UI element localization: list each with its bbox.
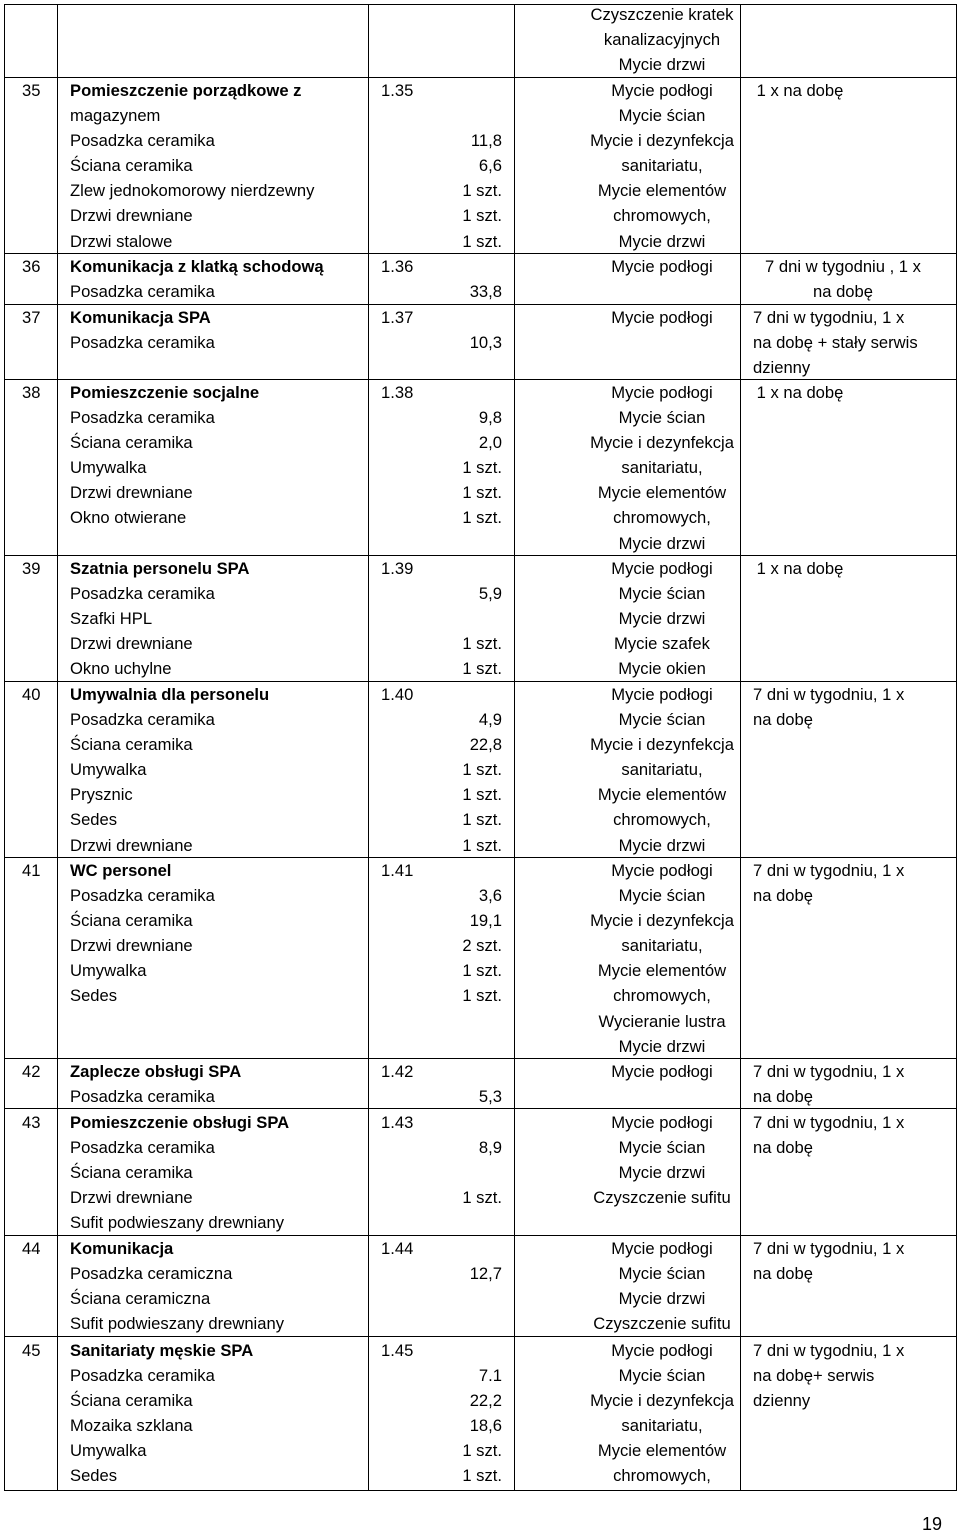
frequency-line: na dobę: [753, 710, 813, 730]
code-text: 1.41: [381, 861, 414, 880]
row-number-cell: [22, 858, 40, 883]
code-text: 1.38: [381, 383, 414, 402]
description-cell: [70, 380, 259, 531]
quantity-line: 33,8: [469, 282, 502, 302]
row-number-text: 45: [22, 1341, 41, 1360]
quantity-cell: [440, 1236, 502, 1286]
code-text: 1.36: [381, 257, 414, 276]
quantity-line: 22,2: [469, 1391, 502, 1411]
quantity-line: 5,3: [478, 1087, 502, 1107]
scope-line: Czyszczenie sufitu: [593, 1314, 731, 1334]
frequency-cell: [753, 1110, 953, 1160]
frequency-cell: [753, 1338, 953, 1413]
description-line: Posadzka ceramika: [70, 408, 215, 428]
frequency-line: 7 dni w tygodniu, 1 x: [753, 1239, 905, 1258]
scope-line: chromowych,: [613, 1466, 711, 1486]
scope-line: Mycie drzwi: [618, 609, 706, 629]
quantity-cell: [440, 305, 502, 355]
quantity-line: 1 szt.: [462, 1188, 502, 1208]
scope-line: sanitariatu,: [621, 1416, 703, 1436]
frequency-line: 1 x na dobę: [756, 559, 844, 578]
description-cell: [70, 1110, 289, 1235]
quantity-line: 1 szt.: [462, 835, 502, 855]
description-line: Posadzka ceramika: [70, 1366, 215, 1386]
quantity-line: 1 szt.: [462, 986, 502, 1006]
row-number-cell: [22, 1236, 40, 1261]
description-line: WC personel: [70, 861, 172, 880]
code-text: 1.44: [381, 1239, 414, 1258]
quantity-cell: [440, 1059, 502, 1109]
scope-line: Czyszczenie kratek: [590, 5, 734, 24]
quantity-line: 9,8: [478, 408, 502, 428]
quantity-line: 1 szt.: [462, 181, 502, 201]
frequency-line: dzienny: [753, 358, 811, 378]
frequency-cell: [753, 858, 953, 908]
scope-line: Mycie drzwi: [618, 231, 706, 251]
scope-line: Mycie i dezynfekcja: [590, 735, 734, 755]
description-line: Zlew jednokomorowy nierdzewny: [70, 181, 315, 201]
quantity-cell: [440, 78, 502, 254]
row-number-cell: [22, 1338, 40, 1363]
description-line: Umywalnia dla personelu: [70, 685, 270, 704]
frequency-cell: [753, 1059, 953, 1109]
quantity-line: 22,8: [469, 735, 502, 755]
description-cell: [70, 556, 250, 681]
description-cell: [70, 858, 215, 1009]
description-line: Posadzka ceramika: [70, 333, 215, 353]
description-line: Zaplecze obsługi SPA: [70, 1062, 242, 1081]
scope-line: kanalizacyjnych: [603, 30, 721, 50]
scope-line: Mycie ścian: [618, 584, 706, 604]
scope-line: sanitariatu,: [621, 760, 703, 780]
scope-line: Czyszczenie sufitu: [593, 1188, 731, 1208]
description-cell: [70, 1338, 253, 1489]
frequency-line: 7 dni w tygodniu, 1 x: [753, 1341, 905, 1360]
description-line: Drzwi drewniane: [70, 483, 193, 503]
frequency-cell: [753, 682, 953, 732]
frequency-line: na dobę: [813, 282, 873, 302]
frequency-line: 7 dni w tygodniu, 1 x: [753, 1062, 905, 1081]
description-line: Szatnia personelu SPA: [70, 559, 250, 578]
scope-line: Mycie drzwi: [618, 55, 706, 75]
description-line: Ściana ceramika: [70, 156, 193, 176]
code-cell: [381, 1110, 413, 1135]
quantity-line: 1 szt.: [462, 1466, 502, 1486]
frequency-line: na dobę: [753, 886, 813, 906]
description-line: Sufit podwieszany drewniany: [70, 1213, 284, 1233]
description-line: Umywalka: [70, 961, 147, 981]
quantity-line: 1 szt.: [462, 1441, 502, 1461]
scope-line: Mycie drzwi: [618, 533, 706, 553]
code-cell: [381, 858, 413, 883]
code-cell: [381, 78, 413, 103]
scope-line: Mycie podłogi: [611, 1062, 713, 1081]
row-number-text: 36: [22, 257, 41, 276]
scope-line: Mycie ścian: [618, 408, 706, 428]
scope-line: Mycie elementów: [597, 181, 727, 201]
quantity-line: 7.1: [478, 1366, 502, 1386]
scope-line: Mycie ścian: [618, 710, 706, 730]
description-line: Sedes: [70, 986, 118, 1006]
quantity-line: 1 szt.: [462, 206, 502, 226]
description-line: Posadzka ceramika: [70, 1087, 215, 1107]
table-column-divider: [514, 4, 515, 1490]
frequency-cell: [743, 254, 943, 304]
description-cell: [70, 254, 324, 304]
frequency-line: na dobę: [753, 1138, 813, 1158]
quantity-line: 11,8: [470, 131, 502, 151]
description-line: Drzwi stalowe: [70, 231, 173, 251]
quantity-line: [440, 1236, 502, 1261]
description-line: Pomieszczenie socjalne: [70, 383, 260, 402]
scope-cell: [530, 380, 794, 556]
frequency-line: 7 dni w tygodniu, 1 x: [753, 685, 905, 704]
quantity-cell: [440, 1338, 502, 1489]
row-number-text: 44: [22, 1239, 41, 1258]
scope-line: Mycie elementów: [597, 483, 727, 503]
row-number-text: 40: [22, 685, 41, 704]
quantity-line: 1 szt.: [462, 231, 502, 251]
description-line: Ściana ceramika: [70, 735, 193, 755]
code-cell: [381, 1338, 413, 1363]
description-line: Sedes: [70, 810, 118, 830]
description-line: Ściana ceramika: [70, 433, 193, 453]
scope-line: sanitariatu,: [621, 156, 703, 176]
quantity-line: [440, 78, 502, 103]
scope-line: Mycie drzwi: [618, 1036, 706, 1056]
quantity-cell: [440, 858, 502, 1009]
scope-line: Mycie i dezynfekcja: [590, 433, 734, 453]
row-number-text: 39: [22, 559, 41, 578]
description-line: Posadzka ceramika: [70, 131, 215, 151]
description-line: Szafki HPL: [70, 609, 153, 629]
description-line: Pomieszczenie obsługi SPA: [70, 1113, 290, 1132]
quantity-line: 12,7: [469, 1264, 502, 1284]
description-line: Okno uchylne: [70, 659, 172, 679]
code-cell: [381, 682, 413, 707]
code-cell: [381, 1236, 413, 1261]
description-line: Posadzka ceramika: [70, 282, 215, 302]
quantity-line: 18,6: [469, 1416, 502, 1436]
description-line: Posadzka ceramika: [70, 584, 215, 604]
scope-line: Mycie szafek: [614, 634, 710, 654]
table-column-divider: [57, 4, 58, 1490]
table-column-divider: [368, 4, 369, 1490]
scope-line: Mycie ścian: [618, 1138, 706, 1158]
frequency-line: na dobę + stały serwis: [753, 333, 918, 353]
quantity-line: [440, 254, 502, 279]
scope-line: Mycie elementów: [597, 1441, 727, 1461]
scope-line: Mycie elementów: [597, 961, 727, 981]
quantity-cell: [440, 556, 502, 681]
quantity-cell: [440, 1110, 502, 1210]
quantity-line: 1 szt.: [462, 810, 502, 830]
scope-line: Mycie okien: [618, 659, 706, 679]
scope-line: Mycie podłogi: [611, 1341, 713, 1360]
quantity-cell: [440, 380, 502, 531]
quantity-line: [440, 1110, 502, 1135]
description-line: Komunikacja SPA: [70, 308, 211, 327]
scope-line: sanitariatu,: [621, 936, 703, 956]
description-line: Mozaika szklana: [70, 1416, 193, 1436]
scope-line: Mycie podłogi: [611, 861, 713, 880]
description-line: Umywalka: [70, 458, 147, 478]
row-number-text: 38: [22, 383, 41, 402]
quantity-line: 8,9: [478, 1138, 502, 1158]
quantity-line: 6,6: [478, 156, 502, 176]
quantity-line: [440, 380, 502, 405]
frequency-cell: [753, 1236, 953, 1286]
scope-line: chromowych,: [613, 206, 711, 226]
description-line: Posadzka ceramiczna: [70, 1264, 233, 1284]
description-line: Ściana ceramika: [70, 1391, 193, 1411]
scope-line: Mycie podłogi: [611, 383, 713, 402]
scope-line: Mycie drzwi: [618, 835, 706, 855]
quantity-line: 1 szt.: [462, 659, 502, 679]
scope-cell: [530, 78, 794, 254]
quantity-line: 4,9: [478, 710, 502, 730]
frequency-line: na dobę: [753, 1087, 813, 1107]
code-text: 1.39: [381, 559, 414, 578]
description-line: Pomieszczenie porządkowe z: [70, 81, 302, 100]
table-row-divider: [4, 4, 957, 5]
code-text: 1.35: [381, 81, 414, 100]
quantity-line: [440, 1160, 502, 1185]
description-line: Ściana ceramiczna: [70, 1289, 211, 1309]
frequency-cell: [700, 380, 900, 405]
description-line: Posadzka ceramika: [70, 710, 215, 730]
code-text: 1.43: [381, 1113, 414, 1132]
row-number-text: 41: [22, 861, 41, 880]
quantity-line: 3,6: [478, 886, 502, 906]
description-line: Komunikacja z klatką schodową: [70, 257, 324, 276]
table-row-divider: [4, 1490, 957, 1491]
description-line: Okno otwierane: [70, 508, 187, 528]
description-line: Ściana ceramika: [70, 911, 193, 931]
description-cell: [70, 682, 269, 858]
scope-line: chromowych,: [613, 508, 711, 528]
description-line: Ściana ceramika: [70, 1163, 193, 1183]
description-cell: [70, 1059, 241, 1109]
description-cell: [70, 1236, 284, 1336]
quantity-line: 1 szt.: [462, 483, 502, 503]
frequency-line: 7 dni w tygodniu, 1 x: [753, 861, 905, 880]
scope-line: chromowych,: [613, 810, 711, 830]
quantity-line: [440, 103, 502, 128]
scope-line: Mycie podłogi: [611, 1113, 713, 1132]
description-line: Sufit podwieszany drewniany: [70, 1314, 284, 1334]
scope-line: Mycie ścian: [618, 106, 706, 126]
scope-line: Mycie ścian: [618, 1264, 706, 1284]
description-line: Sanitariaty męskie SPA: [70, 1341, 254, 1360]
code-text: 1.45: [381, 1341, 414, 1360]
code-cell: [381, 556, 413, 581]
scope-line: Mycie i dezynfekcja: [590, 911, 734, 931]
quantity-line: [440, 858, 502, 883]
code-text: 1.42: [381, 1062, 414, 1081]
row-number-cell: [22, 556, 40, 581]
code-cell: [381, 254, 413, 279]
quantity-line: [440, 682, 502, 707]
quantity-cell: [440, 682, 502, 858]
quantity-line: [440, 305, 502, 330]
frequency-line: 1 x na dobę: [756, 383, 844, 402]
scope-line: Mycie podłogi: [611, 1239, 713, 1258]
code-cell: [381, 380, 413, 405]
description-line: Drzwi drewniane: [70, 936, 193, 956]
row-number-cell: [22, 1110, 40, 1135]
description-line: Drzwi drewniane: [70, 835, 193, 855]
quantity-line: 1 szt.: [462, 458, 502, 478]
scope-line: Mycie drzwi: [618, 1289, 706, 1309]
quantity-line: [440, 606, 502, 631]
frequency-line: 7 dni w tygodniu, 1 x: [753, 1113, 905, 1132]
table-column-divider: [956, 4, 957, 1490]
description-line: Komunikacja: [70, 1239, 174, 1258]
row-number-text: 37: [22, 308, 41, 327]
quantity-line: [440, 1338, 502, 1363]
description-line: Drzwi drewniane: [70, 206, 193, 226]
frequency-line: na dobę: [753, 1264, 813, 1284]
row-number-cell: [22, 1059, 40, 1084]
scope-line: Mycie drzwi: [618, 1163, 706, 1183]
row-number-cell: [22, 305, 40, 330]
frequency-cell: [753, 305, 953, 380]
row-number-cell: [22, 78, 40, 103]
row-number-cell: [22, 380, 40, 405]
quantity-line: 1 szt.: [462, 961, 502, 981]
description-line: Drzwi drewniane: [70, 1188, 193, 1208]
description-cell: [70, 78, 314, 254]
row-number-text: 43: [22, 1113, 41, 1132]
quantity-line: [440, 556, 502, 581]
description-line: Drzwi drewniane: [70, 634, 193, 654]
code-cell: [381, 1059, 413, 1084]
scope-line: chromowych,: [613, 986, 711, 1006]
scope-line: Mycie podłogi: [611, 308, 713, 327]
description-line: magazynem: [70, 106, 161, 126]
scope-line: Mycie podłogi: [611, 81, 713, 100]
quantity-line: [440, 1059, 502, 1084]
frequency-line: na dobę+ serwis: [753, 1366, 875, 1386]
frequency-cell: [700, 78, 900, 103]
code-text: 1.40: [381, 685, 414, 704]
frequency-line: 7 dni w tygodniu , 1 x: [765, 257, 921, 276]
scope-line: Mycie ścian: [618, 886, 706, 906]
quantity-line: 10,3: [469, 333, 502, 353]
description-line: Sedes: [70, 1466, 118, 1486]
row-number-text: 35: [22, 81, 41, 100]
scope-line: sanitariatu,: [621, 458, 703, 478]
quantity-line: 1 szt.: [462, 634, 502, 654]
scope-line: Mycie podłogi: [611, 559, 713, 578]
scope-line: Mycie i dezynfekcja: [590, 1391, 734, 1411]
scope-line: Mycie i dezynfekcja: [590, 131, 734, 151]
description-line: Prysznic: [70, 785, 133, 805]
page-number: 19: [922, 1514, 943, 1534]
scope-line: Mycie podłogi: [611, 685, 713, 704]
frequency-line: 1 x na dobę: [756, 81, 844, 100]
quantity-line: 19,1: [469, 911, 502, 931]
frequency-line: 7 dni w tygodniu, 1 x: [753, 308, 905, 327]
quantity-line: 5,9: [478, 584, 502, 604]
description-line: Umywalka: [70, 760, 147, 780]
scope-cell: [530, 2, 794, 77]
scope-line: Mycie podłogi: [611, 257, 713, 276]
description-line: Posadzka ceramika: [70, 886, 215, 906]
scope-line: Mycie ścian: [618, 1366, 706, 1386]
frequency-cell: [700, 556, 900, 581]
code-text: 1.37: [381, 308, 414, 327]
code-cell: [381, 305, 413, 330]
quantity-line: 1 szt.: [462, 785, 502, 805]
quantity-line: 1 szt.: [462, 508, 502, 528]
description-line: Posadzka ceramika: [70, 1138, 215, 1158]
quantity-line: 2 szt.: [462, 936, 502, 956]
scope-line: Wycieranie lustra: [598, 1011, 726, 1031]
row-number-cell: [22, 682, 40, 707]
description-line: Umywalka: [70, 1441, 147, 1461]
row-number-cell: [22, 254, 40, 279]
frequency-line: dzienny: [753, 1391, 811, 1411]
table-column-divider: [4, 4, 5, 1490]
quantity-line: 2,0: [478, 433, 502, 453]
description-cell: [70, 305, 215, 355]
scope-line: Mycie elementów: [597, 785, 727, 805]
row-number-text: 42: [22, 1062, 41, 1081]
quantity-line: 1 szt.: [462, 760, 502, 780]
quantity-cell: [440, 254, 502, 304]
